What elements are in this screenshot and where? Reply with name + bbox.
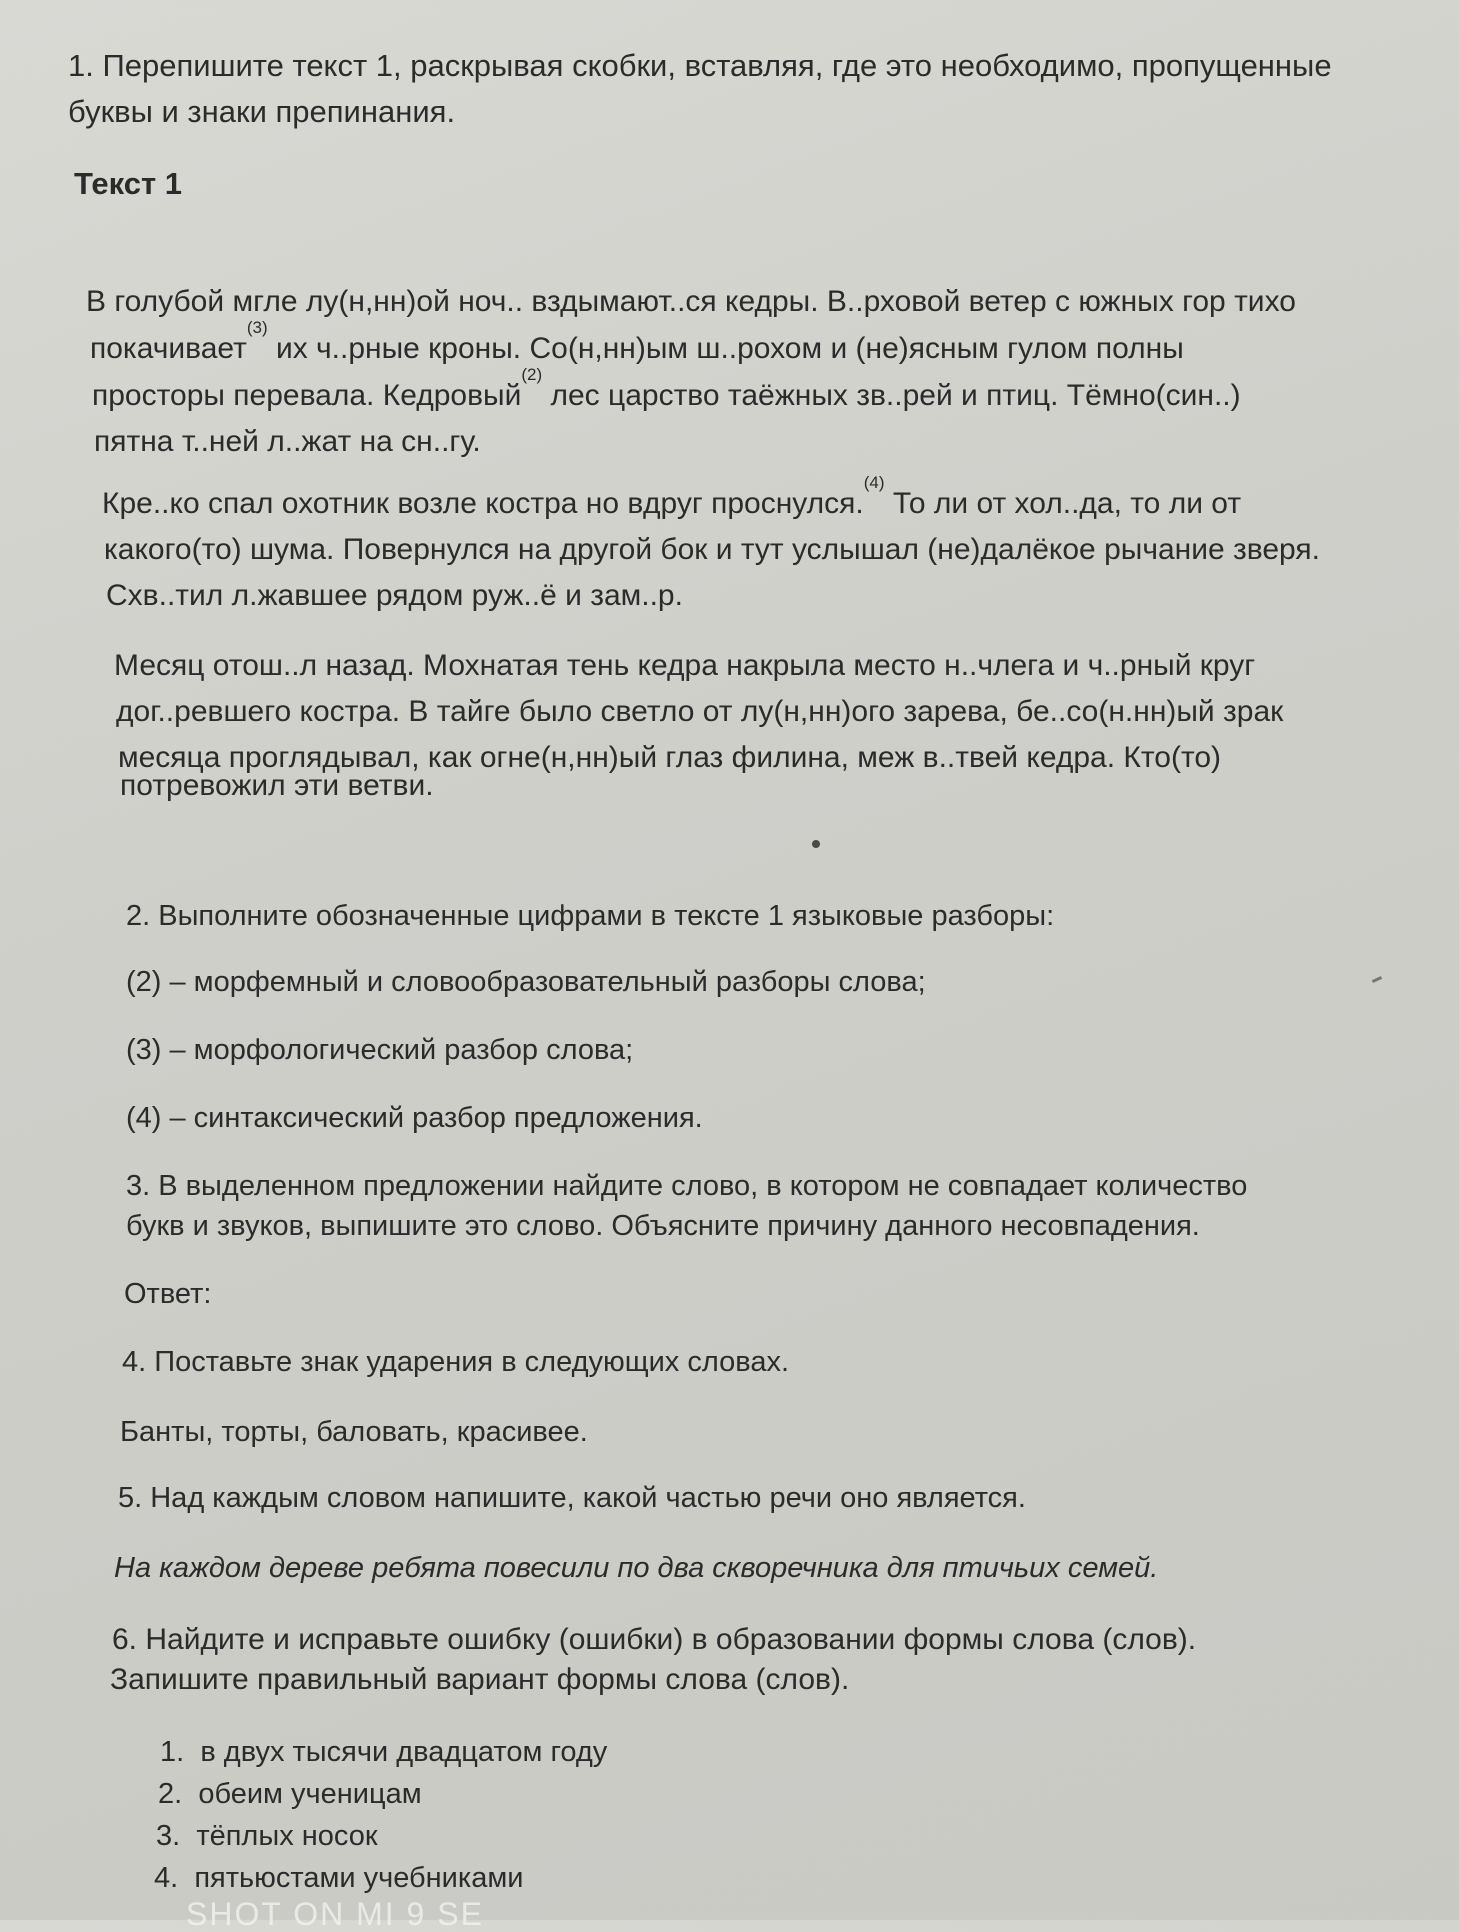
task2-item3: (3) – морфологический разбор слова; bbox=[126, 1034, 634, 1066]
list-item-number: 1. bbox=[160, 1736, 185, 1768]
paragraph1-line4: пятна т..ней л..жат на сн..гу. bbox=[94, 425, 481, 458]
paragraph2-line1 bbox=[102, 473, 1242, 522]
task4-title: 4. Поставьте знак ударения в следующих словах. bbox=[122, 1346, 789, 1378]
task6-line1: 6. Найдите и исправьте ошибку (ошибки) в образовании формы слова (слов). bbox=[112, 1623, 1197, 1656]
paragraph1-line2 bbox=[90, 318, 1184, 367]
list-item-number: 3. bbox=[156, 1820, 181, 1852]
task1-line2: буквы и знаки препинания. bbox=[68, 94, 456, 129]
paragraph1-line3-rest: лес царство таёжных зв..рей и птиц. Тёмно(син..) bbox=[542, 379, 1241, 412]
paragraph3-line4: потревожил эти ветви. bbox=[120, 769, 434, 802]
task5-title: 5. Над каждым словом напишите, какой частью речи оно является. bbox=[118, 1482, 1026, 1514]
task3-line1: 3. В выделенном предложении найдите слово, в котором не совпадает количество bbox=[126, 1170, 1248, 1202]
word-kedrovyi: просторы перевала. Кедровый bbox=[92, 379, 522, 412]
list-item bbox=[160, 1734, 607, 1770]
paragraph1-line2-rest: их ч..рные кроны. Со(н,нн)ым ш..рохом и (не)ясным гулом полны bbox=[267, 332, 1184, 365]
list-item-text: в двух тысячи двадцатом году bbox=[200, 1736, 608, 1768]
list-item-text: обеим ученицам bbox=[198, 1778, 422, 1810]
list-item-number: 4. bbox=[154, 1862, 179, 1894]
text1-heading: Текст 1 bbox=[74, 166, 183, 201]
paragraph3-line3: месяца проглядывал, как огне(н,нн)ый глаз филина, меж в..твей кедра. Кто(то) bbox=[118, 741, 1222, 774]
paragraph1-line3 bbox=[92, 365, 1241, 414]
paragraph3-line2: дог..ревшего костра. В тайге было светло от лу(н,нн)ого зарева, бе..со(н.нн)ый зрак bbox=[116, 695, 1284, 728]
list-item bbox=[158, 1776, 422, 1812]
list-item bbox=[154, 1860, 523, 1896]
task5-sentence: На каждом дереве ребята повесили по два скворечника для птичьих семей. bbox=[114, 1552, 1159, 1584]
task6-line2: Запишите правильный вариант формы слова (слов). bbox=[110, 1663, 850, 1696]
task2-item4: (4) – синтаксический разбор предложения. bbox=[126, 1102, 703, 1134]
task1-line1: 1. Перепишите текст 1, раскрывая скобки, вставляя, где это необходимо, пропущенные bbox=[68, 48, 1332, 83]
paragraph2-line2: какого(то) шума. Повернулся на другой бок и тут услышал (не)далёкое рычание зверя. bbox=[104, 533, 1320, 566]
paragraph2-line1-start: Кре..ко спал охотник возле костра но вдруг проснулся. bbox=[102, 487, 864, 520]
camera-watermark: SHOT ON MI 9 SE bbox=[186, 1896, 484, 1932]
ink-spot bbox=[812, 840, 820, 848]
list-item-text: пятьюстами учебниками bbox=[194, 1862, 524, 1894]
paragraph1-line1: В голубой мгле лу(н,нн)ой ноч.. вздымают..ся кедры. В..рховой ветер с южных гор тихо bbox=[86, 285, 1296, 318]
paragraph2-line1-rest: То ли от хол..да, то ли от bbox=[884, 487, 1242, 520]
list-item bbox=[156, 1818, 378, 1854]
superscript-3: (3) bbox=[246, 318, 268, 337]
superscript-2: (2) bbox=[521, 365, 543, 384]
task3-line2: букв и звуков, выпишите это слово. Объясните причину данного несовпадения. bbox=[126, 1210, 1200, 1242]
paragraph2-line3: Схв..тил л.жавшее рядом руж..ё и зам..р. bbox=[106, 579, 683, 612]
paragraph3-line1: Месяц отош..л назад. Мохнатая тень кедра накрыла место н..члега и ч..рный круг bbox=[114, 649, 1256, 682]
superscript-4: (4) bbox=[863, 473, 885, 492]
task2-item2: (2) – морфемный и словообразовательный разборы слова; bbox=[126, 966, 926, 998]
list-item-text: тёплых носок bbox=[196, 1820, 378, 1852]
answer-label: Ответ: bbox=[124, 1278, 212, 1310]
list-item-number: 2. bbox=[158, 1778, 183, 1810]
task2-title: 2. Выполните обозначенные цифрами в тексте 1 языковые разборы: bbox=[126, 900, 1055, 932]
task4-words: Банты, торты, баловать, красивее. bbox=[120, 1416, 588, 1448]
pencil-mark bbox=[1372, 976, 1382, 983]
word-pokachivaet: покачивает bbox=[90, 332, 247, 365]
